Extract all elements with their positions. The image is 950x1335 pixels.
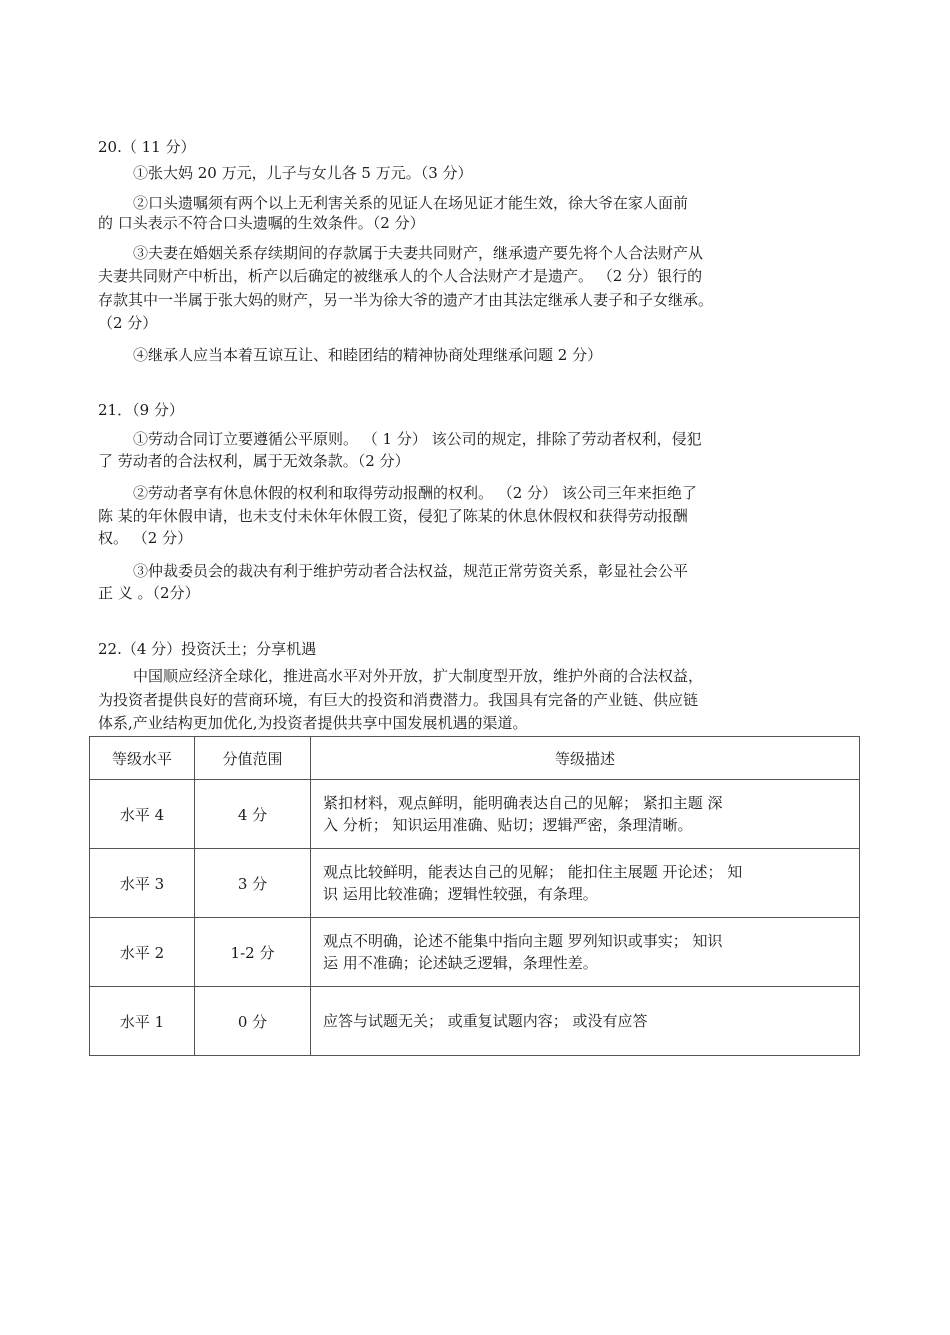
- range-cell: 4 分: [195, 780, 311, 849]
- header-description: 等级描述: [311, 737, 860, 780]
- level-cell: 水平 2: [90, 918, 195, 987]
- range-cell: 3 分: [195, 849, 311, 918]
- q20-title: 20.（ 11 分）: [98, 138, 196, 156]
- description-line: 应答与试题无关； 或重复试题内容； 或没有应答: [323, 1012, 648, 1030]
- table-row: [90, 918, 860, 987]
- description-line: 运 用不准确；论述缺乏逻辑，条理性差。: [323, 954, 598, 972]
- q22-answer-line-2: 为投资者提供良好的营商环境，有巨大的投资和消费潜力。我国具有完备的产业链、供应链: [98, 691, 699, 709]
- q21-point-3-line-2: 正 义 。（2分）: [98, 584, 200, 602]
- q20-point-3-line-3: 存款其中一半属于张大妈的财产，另一半为徐大爷的遗产才由其法定继承人妻子和子女继承。: [98, 291, 714, 309]
- description-line: 紧扣材料，观点鲜明，能明确表达自己的见解； 紧扣主题 深: [323, 794, 723, 812]
- level-cell: 水平 3: [90, 849, 195, 918]
- table-row: [90, 987, 860, 1056]
- description-line: 识 运用比较准确；逻辑性较强，有条理。: [323, 885, 598, 903]
- q21-point-1-line-1: ①劳动合同订立要遵循公平原则。 （ 1 分） 该公司的规定，排除了劳动者权利，侵犯: [133, 430, 702, 448]
- table-row: [90, 849, 860, 918]
- grading-table: [89, 736, 860, 1056]
- q22-title: 22.（4 分）投资沃土；分享机遇: [98, 640, 317, 658]
- description-cell: [311, 780, 860, 849]
- description-line: 入 分析； 知识运用准确、贴切；逻辑严密，条理清晰。: [323, 816, 693, 834]
- q21-point-1-line-2: 了 劳动者的合法权利，属于无效条款。（2 分）: [98, 452, 410, 470]
- q21-point-2-line-3: 权。 （2 分）: [98, 529, 193, 547]
- q22-answer-line-1: 中国顺应经济全球化，推进高水平对外开放，扩大制度型开放，维护外商的合法权益，: [133, 667, 704, 685]
- description-cell: [311, 849, 860, 918]
- q20-point-3-line-1: ③夫妻在婚姻关系存续期间的存款属于夫妻共同财产，继承遗产要先将个人合法财产从: [133, 244, 704, 262]
- range-cell: 0 分: [195, 987, 311, 1056]
- q21-title: 21．（9 分）: [98, 401, 184, 419]
- q21-point-2-line-2: 陈 某的年休假申请，也未支付未休年休假工资，侵犯了陈某的休息休假权和获得劳动报酬: [98, 507, 688, 525]
- description-line: 观点不明确，论述不能集中指向主题 罗列知识或事实； 知识: [323, 932, 723, 950]
- q20-point-4: ④继承人应当本着互谅互让、和睦团结的精神协商处理继承问题 2 分）: [133, 346, 603, 364]
- range-cell: 1-2 分: [195, 918, 311, 987]
- q20-point-2-line-1: ②口头遗嘱须有两个以上无利害关系的见证人在场见证才能生效，徐大爷在家人面前: [133, 194, 689, 212]
- q20-point-1: ①张大妈 20 万元，儿子与女儿各 5 万元。（3 分）: [133, 164, 473, 182]
- level-cell: 水平 4: [90, 780, 195, 849]
- header-level: 等级水平: [90, 737, 195, 780]
- q20-point-2-line-2: 的 口头表示不符合口头遗嘱的生效条件。（2 分）: [98, 214, 425, 232]
- header-range: 分值范围: [195, 737, 311, 780]
- table-header-row: [90, 737, 860, 780]
- level-cell: 水平 1: [90, 987, 195, 1056]
- q20-point-3-line-2: 夫妻共同财产中析出，析产以后确定的被继承人的个人合法财产才是遗产。 （2 分）银行的: [98, 267, 703, 285]
- q21-point-3-line-1: ③仲裁委员会的裁决有利于维护劳动者合法权益，规范正常劳资关系，彰显社会公平: [133, 562, 689, 580]
- description-cell: [311, 987, 860, 1056]
- q22-answer-line-3: 体系,产业结构更加优化,为投资者提供共享中国发展机遇的渠道。: [98, 714, 528, 732]
- q20-point-3-line-4: （2 分）: [98, 314, 158, 332]
- description-cell: [311, 918, 860, 987]
- table-row: [90, 780, 860, 849]
- description-line: 观点比较鲜明，能表达自己的见解； 能扣住主展题 开论述； 知: [323, 863, 743, 881]
- q21-point-2-line-1: ②劳动者享有休息休假的权利和取得劳动报酬的权利。 （2 分） 该公司三年来拒绝了: [133, 484, 697, 502]
